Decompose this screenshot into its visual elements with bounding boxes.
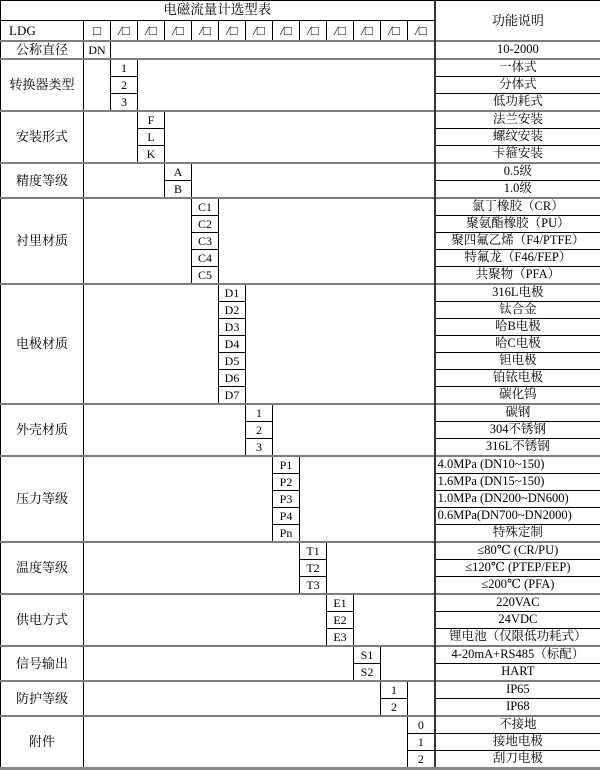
section-label: 安装形式 bbox=[1, 111, 84, 163]
function-column-header: 功能说明 bbox=[435, 1, 600, 42]
option-code-cell: 1 bbox=[111, 59, 138, 77]
function-cell: 1.6MPa (DN15~150) bbox=[435, 474, 600, 491]
section-label: 转换器类型 bbox=[1, 59, 84, 111]
function-cell: 10-2000 bbox=[435, 41, 600, 59]
function-cell: 螺纹安装 bbox=[435, 129, 600, 146]
section-label: 附件 bbox=[1, 716, 84, 769]
code-box: □ bbox=[84, 21, 111, 42]
option-code-cell: D7 bbox=[219, 387, 246, 405]
table-row bbox=[1, 284, 600, 302]
code-box: /□ bbox=[381, 21, 408, 42]
table-row bbox=[1, 198, 600, 216]
function-cell: 锂电池（仅限低功耗式） bbox=[435, 629, 600, 647]
option-code-cell: 2 bbox=[381, 699, 408, 717]
table-row bbox=[1, 59, 600, 77]
function-cell: 一体式 bbox=[435, 59, 600, 77]
option-code-cell: D2 bbox=[219, 302, 246, 319]
option-code-cell: D5 bbox=[219, 353, 246, 370]
section-label: 电极材质 bbox=[1, 284, 84, 404]
section-label: 压力等级 bbox=[1, 456, 84, 542]
option-code-cell: 2 bbox=[111, 77, 138, 94]
option-code-cell: F bbox=[138, 111, 165, 129]
empty-region bbox=[192, 163, 435, 198]
table-row bbox=[1, 456, 600, 474]
option-code-cell: C4 bbox=[192, 250, 219, 267]
empty-region bbox=[408, 681, 435, 716]
empty-region bbox=[84, 646, 354, 681]
option-code-cell: T2 bbox=[300, 560, 327, 577]
section-label: 温度等级 bbox=[1, 542, 84, 594]
section-label: 供电方式 bbox=[1, 594, 84, 646]
empty-region bbox=[84, 456, 273, 542]
function-cell: 4.0MPa (DN10~150) bbox=[435, 456, 600, 474]
function-cell: 0.5级 bbox=[435, 163, 600, 181]
empty-region bbox=[273, 404, 435, 456]
table-row bbox=[1, 681, 600, 699]
option-code-cell: A bbox=[165, 163, 192, 181]
option-code-cell: 3 bbox=[111, 94, 138, 112]
option-code-cell: 1 bbox=[381, 681, 408, 699]
empty-region bbox=[84, 716, 408, 769]
empty-region bbox=[246, 284, 435, 404]
option-code-cell: C2 bbox=[192, 216, 219, 233]
function-cell: 1.0MPa (DN200~DN600) bbox=[435, 491, 600, 508]
code-box: /□ bbox=[273, 21, 300, 42]
function-cell: 低功耗式 bbox=[435, 94, 600, 112]
function-cell: 1.0级 bbox=[435, 181, 600, 199]
function-cell: 特殊定制 bbox=[435, 525, 600, 543]
function-cell: ≤200℃ (PFA) bbox=[435, 577, 600, 595]
code-box: /□ bbox=[192, 21, 219, 42]
empty-region bbox=[381, 646, 435, 681]
section-label: 公称直径 bbox=[1, 41, 84, 59]
empty-region bbox=[84, 594, 327, 646]
table-row bbox=[1, 594, 600, 612]
code-box: /□ bbox=[165, 21, 192, 42]
option-code-cell: D1 bbox=[219, 284, 246, 302]
option-code-cell: Pn bbox=[273, 525, 300, 543]
option-code-cell: DN bbox=[84, 41, 111, 59]
section-label: 衬里材质 bbox=[1, 198, 84, 284]
empty-region bbox=[84, 198, 192, 284]
function-cell: 氯丁橡胶（CR） bbox=[435, 198, 600, 216]
function-cell: 碳化钨 bbox=[435, 387, 600, 405]
section-label: 外壳材质 bbox=[1, 404, 84, 456]
option-code-cell: 1 bbox=[246, 404, 273, 422]
function-cell: 哈C电极 bbox=[435, 336, 600, 353]
option-code-cell: 2 bbox=[408, 751, 435, 769]
option-code-cell: T1 bbox=[300, 542, 327, 560]
function-cell: 分体式 bbox=[435, 77, 600, 94]
option-code-cell: K bbox=[138, 146, 165, 164]
empty-region bbox=[84, 681, 381, 716]
option-code-cell: C1 bbox=[192, 198, 219, 216]
code-box: /□ bbox=[300, 21, 327, 42]
empty-region bbox=[300, 456, 435, 542]
empty-region bbox=[219, 198, 435, 284]
empty-region bbox=[165, 111, 435, 163]
option-code-cell: P2 bbox=[273, 474, 300, 491]
option-code-cell: B bbox=[165, 181, 192, 199]
empty-region bbox=[138, 59, 435, 111]
function-cell: 316L不锈钢 bbox=[435, 439, 600, 457]
empty-region bbox=[84, 404, 246, 456]
function-cell: 聚氨酯橡胶（PU） bbox=[435, 216, 600, 233]
function-cell: 铂铱电极 bbox=[435, 370, 600, 387]
option-code-cell: 2 bbox=[246, 422, 273, 439]
table-title: 电磁流量计选型表 bbox=[1, 1, 435, 21]
code-box: /□ bbox=[138, 21, 165, 42]
option-code-cell: D3 bbox=[219, 319, 246, 336]
function-cell: 24VDC bbox=[435, 612, 600, 629]
section-label: 防护等级 bbox=[1, 681, 84, 716]
empty-region bbox=[84, 111, 138, 163]
option-code-cell: P3 bbox=[273, 491, 300, 508]
code-box: /□ bbox=[219, 21, 246, 42]
option-code-cell: E1 bbox=[327, 594, 354, 612]
function-cell: 316L电极 bbox=[435, 284, 600, 302]
function-cell: ≤80℃ (CR/PU) bbox=[435, 542, 600, 560]
empty-region bbox=[327, 542, 435, 594]
code-box: /□ bbox=[354, 21, 381, 42]
function-cell: 聚四氟乙烯（F4/PTFE） bbox=[435, 233, 600, 250]
table-row bbox=[1, 716, 600, 734]
empty-region bbox=[84, 59, 111, 111]
function-cell: 卡箍安装 bbox=[435, 146, 600, 164]
function-cell: 4-20mA+RS485（标配） bbox=[435, 646, 600, 664]
option-code-cell: D6 bbox=[219, 370, 246, 387]
function-cell: 哈B电极 bbox=[435, 319, 600, 336]
function-cell: 钽电极 bbox=[435, 353, 600, 370]
option-code-cell: S1 bbox=[354, 646, 381, 664]
code-box: /□ bbox=[408, 21, 435, 42]
function-cell: 钛合金 bbox=[435, 302, 600, 319]
option-code-cell: P4 bbox=[273, 508, 300, 525]
code-box: /□ bbox=[111, 21, 138, 42]
empty-region bbox=[84, 542, 300, 594]
function-cell: 特氟龙（F46/FEP） bbox=[435, 250, 600, 267]
option-code-cell: T3 bbox=[300, 577, 327, 595]
table-row bbox=[1, 646, 600, 664]
option-code-cell: S2 bbox=[354, 664, 381, 682]
empty-region bbox=[84, 284, 219, 404]
option-code-cell: 1 bbox=[408, 734, 435, 751]
table-row bbox=[1, 41, 600, 59]
model-prefix: LDG bbox=[1, 21, 84, 42]
empty-region bbox=[111, 41, 435, 59]
table-row bbox=[1, 1, 600, 21]
function-cell: IP68 bbox=[435, 699, 600, 717]
option-code-cell: C5 bbox=[192, 267, 219, 285]
option-code-cell: L bbox=[138, 129, 165, 146]
section-label: 信号输出 bbox=[1, 646, 84, 681]
function-cell: 共聚物（PFA） bbox=[435, 267, 600, 285]
function-cell: 不接地 bbox=[435, 716, 600, 734]
function-cell: 法兰安装 bbox=[435, 111, 600, 129]
function-cell: 220VAC bbox=[435, 594, 600, 612]
section-label: 精度等级 bbox=[1, 163, 84, 198]
function-cell: IP65 bbox=[435, 681, 600, 699]
function-cell: 刮刀电极 bbox=[435, 751, 600, 769]
function-cell: 碳钢 bbox=[435, 404, 600, 422]
option-code-cell: 0 bbox=[408, 716, 435, 734]
option-code-cell: 3 bbox=[246, 439, 273, 457]
function-cell: HART bbox=[435, 664, 600, 682]
option-code-cell: E3 bbox=[327, 629, 354, 647]
table-row bbox=[1, 111, 600, 129]
function-cell: 接地电极 bbox=[435, 734, 600, 751]
option-code-cell: C3 bbox=[192, 233, 219, 250]
function-cell: 304不锈钢 bbox=[435, 422, 600, 439]
empty-region bbox=[354, 594, 435, 646]
table-row bbox=[1, 163, 600, 181]
table-row bbox=[1, 542, 600, 560]
option-code-cell: D4 bbox=[219, 336, 246, 353]
code-box: /□ bbox=[246, 21, 273, 42]
code-box: /□ bbox=[327, 21, 354, 42]
option-code-cell: E2 bbox=[327, 612, 354, 629]
table-row bbox=[1, 404, 600, 422]
option-code-cell: P1 bbox=[273, 456, 300, 474]
function-cell: 0.6MPa(DN700~DN2000) bbox=[435, 508, 600, 525]
function-cell: ≤120℃ (PTEP/FEP) bbox=[435, 560, 600, 577]
empty-region bbox=[84, 163, 165, 198]
